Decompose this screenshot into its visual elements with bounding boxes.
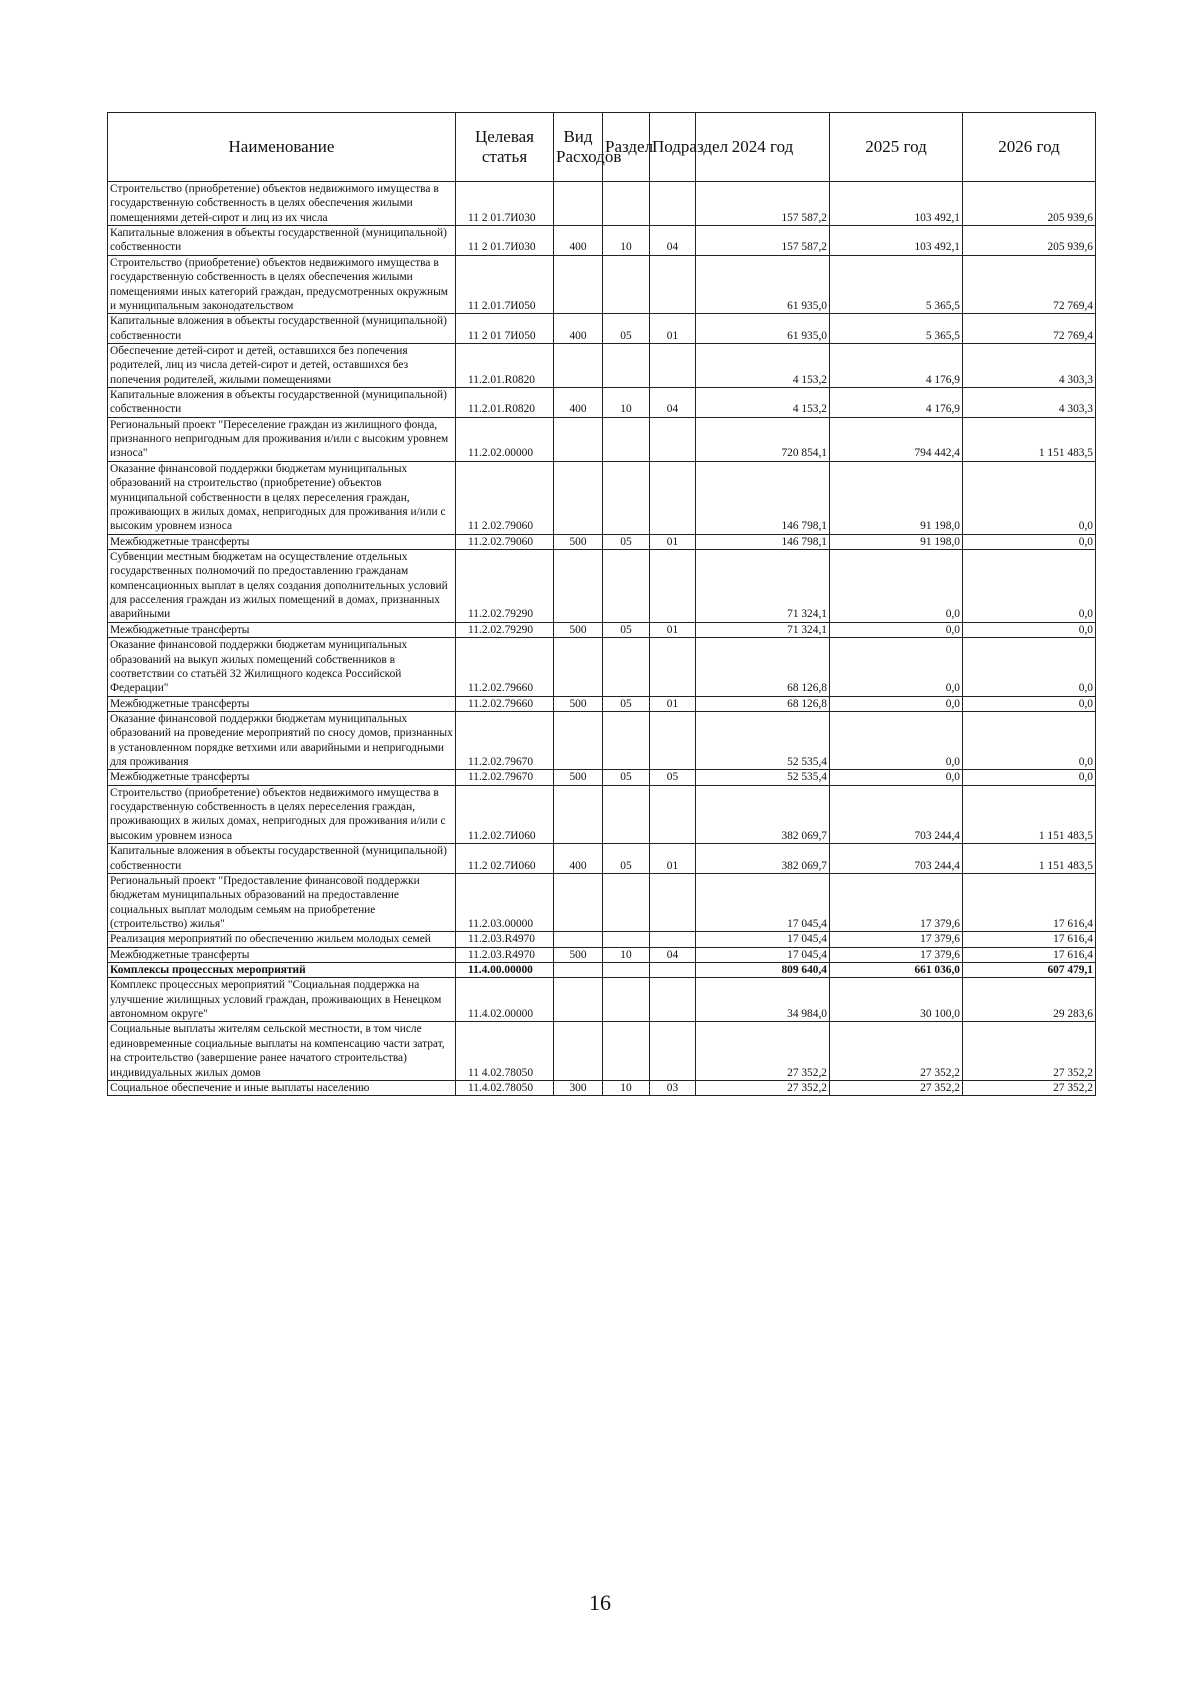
table-row xyxy=(108,226,1096,256)
row-target-article: 11.2.02.79290 xyxy=(456,549,554,622)
row-subsection xyxy=(650,343,696,387)
row-target-article: 11.2.01.R0820 xyxy=(456,388,554,418)
row-amount-2024: 34 984,0 xyxy=(696,978,830,1022)
row-section xyxy=(603,1022,650,1080)
row-amount-2025: 27 352,2 xyxy=(830,1080,963,1095)
row-name: Оказание финансовой поддержки бюджетам муниципальных образований на проведение мероприятий по сносу домов, признанных в установленном порядке ветхими или аварийными и непригодными для проживания xyxy=(108,711,456,769)
row-amount-2024: 61 935,0 xyxy=(696,314,830,344)
row-expense-type: 500 xyxy=(554,622,603,637)
row-amount-2024: 27 352,2 xyxy=(696,1022,830,1080)
row-expense-type xyxy=(554,711,603,769)
header-subsection: Подраздел xyxy=(650,113,696,182)
row-section xyxy=(603,711,650,769)
row-name: Капитальные вложения в объекты государственной (муниципальной) собственности xyxy=(108,314,456,344)
row-amount-2025: 4 176,9 xyxy=(830,343,963,387)
table-row xyxy=(108,873,1096,931)
row-expense-type: 500 xyxy=(554,696,603,711)
table-header-row xyxy=(108,113,1096,182)
row-name: Обеспечение детей-сирот и детей, оставшихся без попечения родителей, лиц из числа детей-сирот и детей, оставшихся без попечения родителей, жилыми помещениями xyxy=(108,343,456,387)
row-section xyxy=(603,963,650,978)
row-name: Субвенции местным бюджетам на осуществление отдельных государственных полномочий по предоставлению гражданам компенсационных выплат в целях создания дополнительных условий для расселения граждан из жилых помещений в домах, признанных аварийными xyxy=(108,549,456,622)
row-amount-2026: 0,0 xyxy=(963,696,1096,711)
row-subsection xyxy=(650,549,696,622)
row-target-article: 11.2.03.R4970 xyxy=(456,947,554,962)
row-subsection xyxy=(650,932,696,947)
row-section xyxy=(603,255,650,313)
row-subsection: 05 xyxy=(650,770,696,785)
row-target-article: 11.2.02.79290 xyxy=(456,622,554,637)
row-subsection: 01 xyxy=(650,844,696,874)
row-section xyxy=(603,182,650,226)
row-amount-2025: 17 379,6 xyxy=(830,873,963,931)
row-target-article: 11.2.02.79060 xyxy=(456,534,554,549)
row-expense-type xyxy=(554,785,603,843)
row-amount-2026: 72 769,4 xyxy=(963,314,1096,344)
row-target-article: 11.2.02.7И060 xyxy=(456,785,554,843)
row-section xyxy=(603,461,650,534)
row-amount-2025: 0,0 xyxy=(830,549,963,622)
row-amount-2025: 103 492,1 xyxy=(830,226,963,256)
row-amount-2024: 809 640,4 xyxy=(696,963,830,978)
row-expense-type xyxy=(554,638,603,696)
row-target-article: 11 2 01.7И030 xyxy=(456,226,554,256)
row-name: Оказание финансовой поддержки бюджетам муниципальных образований на выкуп жилых помещений собственников в соответствии со статьёй 32 Жилищного кодекса Российской Федерации" xyxy=(108,638,456,696)
row-amount-2026: 0,0 xyxy=(963,638,1096,696)
row-name: Региональный проект "Переселение граждан из жилищного фонда, признанного непригодным для проживания и/или с высоким уровнем износа" xyxy=(108,417,456,461)
row-expense-type: 400 xyxy=(554,314,603,344)
row-amount-2024: 17 045,4 xyxy=(696,873,830,931)
row-amount-2026: 0,0 xyxy=(963,534,1096,549)
row-section: 10 xyxy=(603,1080,650,1095)
row-amount-2026: 0,0 xyxy=(963,549,1096,622)
header-expense-type: Вид Расходов xyxy=(554,113,603,182)
row-amount-2026: 205 939,6 xyxy=(963,226,1096,256)
row-amount-2024: 146 798,1 xyxy=(696,461,830,534)
row-section xyxy=(603,343,650,387)
row-amount-2026: 1 151 483,5 xyxy=(963,785,1096,843)
row-section: 05 xyxy=(603,534,650,549)
row-amount-2024: 4 153,2 xyxy=(696,343,830,387)
row-amount-2025: 0,0 xyxy=(830,638,963,696)
row-amount-2024: 68 126,8 xyxy=(696,696,830,711)
row-name: Реализация мероприятий по обеспечению жильем молодых семей xyxy=(108,932,456,947)
row-section xyxy=(603,417,650,461)
table-row xyxy=(108,770,1096,785)
row-name: Межбюджетные трансферты xyxy=(108,696,456,711)
row-subsection xyxy=(650,182,696,226)
row-amount-2026: 27 352,2 xyxy=(963,1080,1096,1095)
row-subsection xyxy=(650,417,696,461)
row-expense-type xyxy=(554,1022,603,1080)
row-amount-2025: 91 198,0 xyxy=(830,461,963,534)
header-name: Наименование xyxy=(108,113,456,182)
row-amount-2024: 52 535,4 xyxy=(696,711,830,769)
row-expense-type: 500 xyxy=(554,947,603,962)
table-row xyxy=(108,314,1096,344)
row-amount-2024: 382 069,7 xyxy=(696,785,830,843)
row-amount-2026: 4 303,3 xyxy=(963,388,1096,418)
row-amount-2024: 71 324,1 xyxy=(696,622,830,637)
row-target-article: 11.2.03.R4970 xyxy=(456,932,554,947)
row-amount-2024: 4 153,2 xyxy=(696,388,830,418)
row-amount-2026: 4 303,3 xyxy=(963,343,1096,387)
table-row xyxy=(108,638,1096,696)
row-amount-2025: 103 492,1 xyxy=(830,182,963,226)
row-target-article: 11.2.01.R0820 xyxy=(456,343,554,387)
row-name: Межбюджетные трансферты xyxy=(108,622,456,637)
row-amount-2026: 17 616,4 xyxy=(963,947,1096,962)
row-section xyxy=(603,785,650,843)
row-name: Комплексы процессных мероприятий xyxy=(108,963,456,978)
table-row xyxy=(108,1080,1096,1095)
table-row xyxy=(108,255,1096,313)
row-target-article: 11.2.02.79670 xyxy=(456,770,554,785)
table-row xyxy=(108,711,1096,769)
row-amount-2025: 4 176,9 xyxy=(830,388,963,418)
page-number: 16 xyxy=(589,1590,611,1615)
row-amount-2025: 0,0 xyxy=(830,696,963,711)
row-subsection xyxy=(650,711,696,769)
row-amount-2025: 703 244,4 xyxy=(830,844,963,874)
row-expense-type xyxy=(554,461,603,534)
row-amount-2025: 5 365,5 xyxy=(830,314,963,344)
table-row xyxy=(108,417,1096,461)
row-subsection: 04 xyxy=(650,226,696,256)
row-amount-2025: 703 244,4 xyxy=(830,785,963,843)
row-section xyxy=(603,873,650,931)
budget-table xyxy=(107,112,1096,1096)
header-section: Раздел xyxy=(603,113,650,182)
row-amount-2025: 0,0 xyxy=(830,770,963,785)
row-amount-2025: 0,0 xyxy=(830,622,963,637)
header-2026: 2026 год xyxy=(963,113,1096,182)
row-amount-2024: 17 045,4 xyxy=(696,947,830,962)
row-target-article: 11.2.02.79660 xyxy=(456,638,554,696)
row-target-article: 11.2.02.79660 xyxy=(456,696,554,711)
row-name: Капитальные вложения в объекты государственной (муниципальной) собственности xyxy=(108,844,456,874)
table-row xyxy=(108,978,1096,1022)
row-section xyxy=(603,549,650,622)
row-expense-type xyxy=(554,978,603,1022)
table-row xyxy=(108,343,1096,387)
row-amount-2024: 720 854,1 xyxy=(696,417,830,461)
row-expense-type xyxy=(554,255,603,313)
row-name: Социальное обеспечение и иные выплаты населению xyxy=(108,1080,456,1095)
table-row xyxy=(108,947,1096,962)
row-expense-type xyxy=(554,343,603,387)
row-amount-2026: 72 769,4 xyxy=(963,255,1096,313)
table-row xyxy=(108,622,1096,637)
row-subsection: 01 xyxy=(650,534,696,549)
row-amount-2026: 17 616,4 xyxy=(963,932,1096,947)
row-subsection xyxy=(650,785,696,843)
row-subsection: 01 xyxy=(650,696,696,711)
table-row xyxy=(108,461,1096,534)
row-amount-2024: 382 069,7 xyxy=(696,844,830,874)
row-expense-type: 300 xyxy=(554,1080,603,1095)
row-subsection: 01 xyxy=(650,314,696,344)
row-subsection: 04 xyxy=(650,947,696,962)
table-body xyxy=(108,182,1096,1096)
table-row xyxy=(108,534,1096,549)
row-amount-2024: 157 587,2 xyxy=(696,182,830,226)
row-name: Межбюджетные трансферты xyxy=(108,770,456,785)
row-amount-2025: 91 198,0 xyxy=(830,534,963,549)
row-amount-2026: 29 283,6 xyxy=(963,978,1096,1022)
row-section: 05 xyxy=(603,622,650,637)
row-subsection: 04 xyxy=(650,388,696,418)
row-amount-2025: 17 379,6 xyxy=(830,947,963,962)
row-section xyxy=(603,932,650,947)
row-amount-2024: 52 535,4 xyxy=(696,770,830,785)
row-subsection xyxy=(650,255,696,313)
row-amount-2025: 27 352,2 xyxy=(830,1022,963,1080)
row-expense-type xyxy=(554,932,603,947)
row-name: Межбюджетные трансферты xyxy=(108,534,456,549)
row-expense-type: 400 xyxy=(554,388,603,418)
table-row xyxy=(108,549,1096,622)
row-amount-2026: 0,0 xyxy=(963,461,1096,534)
row-section xyxy=(603,978,650,1022)
row-name: Капитальные вложения в объекты государственной (муниципальной) собственности xyxy=(108,226,456,256)
header-2025: 2025 год xyxy=(830,113,963,182)
row-expense-type xyxy=(554,873,603,931)
row-expense-type xyxy=(554,417,603,461)
row-target-article: 11.4.02.78050 xyxy=(456,1080,554,1095)
row-amount-2025: 17 379,6 xyxy=(830,932,963,947)
header-2024: 2024 год xyxy=(696,113,830,182)
row-subsection xyxy=(650,638,696,696)
row-target-article: 11 2.01.7И050 xyxy=(456,255,554,313)
row-section: 05 xyxy=(603,314,650,344)
row-subsection xyxy=(650,978,696,1022)
row-section: 05 xyxy=(603,844,650,874)
row-amount-2025: 794 442,4 xyxy=(830,417,963,461)
row-amount-2026: 1 151 483,5 xyxy=(963,417,1096,461)
row-amount-2026: 17 616,4 xyxy=(963,873,1096,931)
row-name: Строительство (приобретение) объектов недвижимого имущества в государственную собственность в целях обеспечения жилыми помещениями иных категорий граждан, предусмотренных окружным и муниципальным законодательством xyxy=(108,255,456,313)
row-section xyxy=(603,638,650,696)
row-amount-2026: 607 479,1 xyxy=(963,963,1096,978)
table-row xyxy=(108,844,1096,874)
row-subsection xyxy=(650,873,696,931)
row-amount-2026: 0,0 xyxy=(963,711,1096,769)
table-row xyxy=(108,388,1096,418)
table-row xyxy=(108,696,1096,711)
row-expense-type xyxy=(554,549,603,622)
row-target-article: 11 2 01.7И030 xyxy=(456,182,554,226)
row-subsection xyxy=(650,1022,696,1080)
row-section: 10 xyxy=(603,947,650,962)
row-target-article: 11.4.00.00000 xyxy=(456,963,554,978)
row-subsection xyxy=(650,461,696,534)
row-expense-type: 500 xyxy=(554,534,603,549)
row-amount-2024: 61 935,0 xyxy=(696,255,830,313)
row-expense-type: 500 xyxy=(554,770,603,785)
table-row xyxy=(108,932,1096,947)
row-name: Строительство (приобретение) объектов недвижимого имущества в государственную собственность в целях переселения граждан, проживающих в жилых домах, непригодных для проживания и/или с высоким уровнем износа xyxy=(108,785,456,843)
row-amount-2025: 30 100,0 xyxy=(830,978,963,1022)
row-amount-2024: 146 798,1 xyxy=(696,534,830,549)
row-target-article: 11.2 02.7И060 xyxy=(456,844,554,874)
row-name: Строительство (приобретение) объектов недвижимого имущества в государственную собственность в целях обеспечения жилыми помещениями детей-сирот и лиц из их числа xyxy=(108,182,456,226)
row-amount-2024: 17 045,4 xyxy=(696,932,830,947)
row-amount-2025: 5 365,5 xyxy=(830,255,963,313)
row-expense-type: 400 xyxy=(554,226,603,256)
row-amount-2026: 27 352,2 xyxy=(963,1022,1096,1080)
row-name: Социальные выплаты жителям сельской местности, в том числе единовременные социальные выплаты на компенсацию части затрат, на строительство (завершение ранее начатого строительства) индивидуальных жилых домов xyxy=(108,1022,456,1080)
row-expense-type xyxy=(554,963,603,978)
row-amount-2024: 68 126,8 xyxy=(696,638,830,696)
row-amount-2026: 205 939,6 xyxy=(963,182,1096,226)
row-target-article: 11.2.02.00000 xyxy=(456,417,554,461)
row-amount-2026: 0,0 xyxy=(963,770,1096,785)
row-expense-type: 400 xyxy=(554,844,603,874)
table-row xyxy=(108,785,1096,843)
row-amount-2026: 1 151 483,5 xyxy=(963,844,1096,874)
row-amount-2025: 0,0 xyxy=(830,711,963,769)
table-row xyxy=(108,1022,1096,1080)
row-name: Комплекс процессных мероприятий "Социальная поддержка на улучшение жилищных условий граждан, проживающих в Ненецком автономном округе" xyxy=(108,978,456,1022)
row-amount-2025: 661 036,0 xyxy=(830,963,963,978)
row-subsection xyxy=(650,963,696,978)
row-amount-2024: 157 587,2 xyxy=(696,226,830,256)
row-target-article: 11 2 01 7И050 xyxy=(456,314,554,344)
row-name: Региональный проект "Предоставление финансовой поддержки бюджетам муниципальных образований на предоставление социальных выплат молодым семьям на приобретение (строительство) жилья" xyxy=(108,873,456,931)
row-subsection: 03 xyxy=(650,1080,696,1095)
row-subsection: 01 xyxy=(650,622,696,637)
row-section: 10 xyxy=(603,226,650,256)
row-name: Капитальные вложения в объекты государственной (муниципальной) собственности xyxy=(108,388,456,418)
table-row xyxy=(108,182,1096,226)
row-expense-type xyxy=(554,182,603,226)
row-target-article: 11.4.02.00000 xyxy=(456,978,554,1022)
row-target-article: 11.2.03.00000 xyxy=(456,873,554,931)
row-section: 05 xyxy=(603,770,650,785)
row-name: Оказание финансовой поддержки бюджетам муниципальных образований на строительство (приобретение) объектов муниципальной собственности в целях переселения граждан, проживающих в жилых домах, непригодных для проживания и/или с высоким уровнем износа xyxy=(108,461,456,534)
row-amount-2024: 27 352,2 xyxy=(696,1080,830,1095)
row-section: 05 xyxy=(603,696,650,711)
row-target-article: 11 4.02.78050 xyxy=(456,1022,554,1080)
row-target-article: 11.2.02.79670 xyxy=(456,711,554,769)
row-name: Межбюджетные трансферты xyxy=(108,947,456,962)
row-section: 10 xyxy=(603,388,650,418)
row-amount-2026: 0,0 xyxy=(963,622,1096,637)
header-target-article: Целевая статья xyxy=(456,113,554,182)
row-target-article: 11 2.02.79060 xyxy=(456,461,554,534)
table-row xyxy=(108,963,1096,978)
row-amount-2024: 71 324,1 xyxy=(696,549,830,622)
